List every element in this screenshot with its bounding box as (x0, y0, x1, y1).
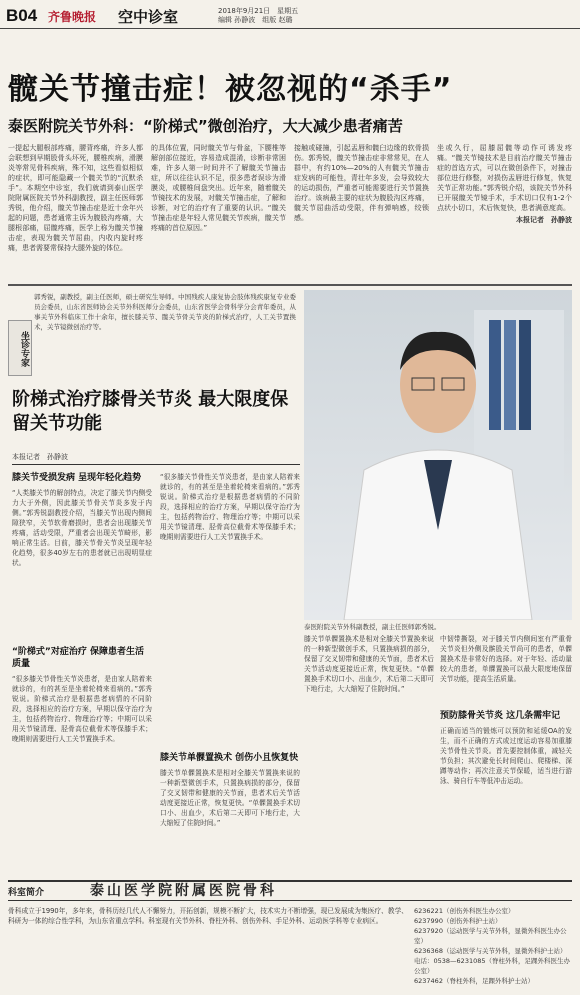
subtitle-1: 膝关节受损发病 呈现年轻化趋势 (12, 473, 142, 483)
article2-col-3 (304, 634, 434, 874)
doctor-photo (304, 290, 572, 620)
section-divider (8, 284, 572, 286)
article1-reporter: 本报记者 孙静波 (516, 216, 572, 224)
col5-text: 正确而适当的锻炼可以预防和延缓OA的发生，而不正确的方式或过度运动容易加重膝关节骨性关节炎。首先要控制体重，减轻关节负担；其次避免长时间爬山、爬楼梯、深蹲等动作；再次注意关节保暖，适当进行游泳、骑自行车等低冲击运动。 (440, 727, 572, 785)
article2-col-4 (440, 634, 572, 874)
article1-col-4 (437, 143, 572, 283)
subtitle-3: 膝关节单髁置换术 创伤小且恢复快 (160, 753, 299, 763)
article1-col-2: 的具体位置，同时髋关节与骨盆，下腰椎等解剖部位接近，容易造成混淆，诊断非常困难，许多人第一时间并不了解髋关节撞击症，所以往往认识不足，很多患者误诊为滑膜炎，或腰椎间盘突出。近年来，随着髋关节镜技术的发展，对髋关节撞击症，了解和诊断，对它的治疗有了重要的认识。“髋关节撞击症是年轻人常见髋关节疾病，髋关节疼痛的首位原因。” (151, 144, 286, 232)
editors-text: 编辑 孙静波 组版 赵璐 (218, 16, 293, 24)
phone-line: 6236221（创伤外科医生办公室） (414, 907, 515, 915)
dept-phones (414, 906, 572, 986)
section-title: 空中诊室 (118, 8, 179, 26)
expert-badge: 坐诊专家 (8, 320, 32, 376)
main-headline: 髋关节撞击症！被忽视的“杀手” (8, 72, 453, 107)
article2-reporter: 本报记者 孙静波 (12, 453, 68, 461)
article2-col-2 (160, 472, 300, 872)
article2-title: 阶梯式治疗膝骨关节炎 最大限度保留关节功能 (12, 389, 289, 434)
article2-col-1 (12, 472, 152, 872)
dept-rule (8, 900, 572, 901)
subtitle-4: 预防膝骨关节炎 这几条需牢记 (440, 711, 561, 721)
article1-body (8, 143, 572, 283)
col3b-text: 膝关节单髁置换术是相对全膝关节置换来说的一种新型微创手术，只置换病损的部分，保留了交叉韧带和健康的关节面，患者术后关节活动度更接近正常，恢复更快。“单髁置换手术切口小、出血少，术后第二天即可下地行走，大大缩短了住院时间。” (304, 635, 434, 693)
dept-intro: 骨科成立于1990年，多年来，骨科历经几代人不懈努力，开拓创新，规模不断扩大，技术实力不断增强，现已发展成为集医疗、教学、科研为一体的综合性学科，为山东省重点学科。科室现有关节外科、脊柱外科、创伤外科、手足外科、运动医学科等专业病区。 (8, 907, 408, 925)
hospital-name: 泰山医学院附属医院骨科 (90, 883, 277, 899)
col3-text: 膝关节单髁置换术是相对全膝关节置换来说的一种新型微创手术，只置换病损的部分，保留了交叉韧带和健康的关节面，患者术后关节活动度更接近正常，恢复更快。“单髁置换手术切口小、出血少，术后第二天即可下地行走，大大缩短了住院时间。” (160, 769, 300, 827)
col2-text: “很多膝关节骨性关节炎患者，是由家人陪着来就诊的，有的甚至是坐着轮椅来看病的。”郭秀锐说。阶梯式治疗是根据患者病情的不同阶段，选择相应的治疗方案，早期以保守治疗为主，包括药物治疗、物理治疗等；中期可以采用关节镜清理、胫骨高位截骨术等保膝手术；晚期则需要进行人工关节置换手术。 (12, 675, 152, 743)
phone-line: 6237920（运动医学与关节外科，显微外科医生办公室） (414, 927, 567, 945)
subtitle-2: “阶梯式”对症治疗 保障患者生活质量 (12, 647, 144, 669)
phone-line: 6236368（运动医学与关节外科，显微外科护士站） (414, 947, 567, 955)
phone-line: 6237990（创伤外科护士站） (414, 917, 502, 925)
expert-bio: 郭秀锐，副教授，副主任医师，硕士研究生导师。中国残疾人康复协会肢体残疾康复专业委员会委员，山东省医师协会关节外科医师分会委员，山东省医学会骨科学分会青年委员，从事关节外科临床工作十余年，擅长膝关节、髋关节骨关节炎的阶梯式治疗，人工关节置换术，关节镜微创治疗等。 (34, 293, 296, 331)
article1-col-4-text: 坐或久行，屈膝屈髋等动作可诱发疼痛。“髋关节镜技术是目前治疗髋关节撞击症的首选方式，可以在微创条件下，对撞击部位进行修整，对损伤盂唇进行修复，恢复关节正常功能。”郭秀锐介绍，该院关节外科已开展髋关节镜手术，手术切口仅有1-2个点状小切口，术后恢复快，患者满意度高。 (437, 144, 572, 212)
article1-col-3: 接触或碰撞，引起盂唇和髋臼边缘的软骨损伤。郭秀锐，髋关节撞击症非常常见，在人群中，有约10%—20%的人有髋关节撞击症发病的可能性，青壮年多发，会导致较大的运动损伤，严重者可能需要进行关节置换治疗。该病最主要的症状为腹股沟区疼痛，髋关节屈曲活动受限，伴有弹响感，绞锁感。 (294, 144, 429, 222)
article2-rule (12, 464, 300, 465)
col4-text: 中韧带撕裂，对于膝关节内侧间室有严重骨关节炎但外侧及髌股关节尚可的患者，单髁置换术是非常好的选择。对于年轻、活动量较大的患者，单髁置换可以最大限度地保留关节功能，提高生活质量。 (440, 635, 572, 683)
date-info (218, 7, 338, 25)
phone-line: 6237462（脊柱外科，足踝外科护士站） (414, 977, 534, 985)
article1-col-1: 一提起大腿根部疼痛，腰背疼痛，许多人都会联想到早期股骨头坏死，腰椎疾病，滑膜炎等常见骨科疾病，殊不知，这些看似相似的症状，即可能隐藏一个髋关节的“沉默杀手”。本期空中诊室，我们就请到泰山医学院附属医院关节外科副教授，副主任医师郭秀锐，他介绍，髋关节撞击症是近十余年兴起的问题，患者通常主诉为腹股沟疼痛，大腿根部痛，屈髋疼痛，医学上称为髋关节撞击症，表现为髋关节屈曲，内收内旋时疼痛，患者需要常保持大腿外旋的体位。 (8, 144, 143, 252)
photo-caption: 泰医附院关节外科副教授，副主任医师郭秀锐。 (304, 623, 441, 631)
phone-line: 电话：0538—6231085（脊柱外科，足踝外科医生办公室） (414, 957, 570, 975)
page-number: B04 (6, 6, 38, 25)
date-text: 2018年9月21日 星期五 (218, 7, 299, 15)
paper-logo: 齐鲁晚报 (48, 10, 97, 24)
main-subheadline: 泰医附院关节外科：“阶梯式”微创治疗，大大减少患者痛苦 (8, 117, 403, 135)
col2b-text: “很多膝关节骨性关节炎患者，是由家人陪着来就诊的，有的甚至是坐着轮椅来看病的。”郭秀锐说。阶梯式治疗是根据患者病情的不同阶段，选择相应的治疗方案，早期以保守治疗为主，包括药物治疗、物理治疗等；中期可以采用关节镜清理、胫骨高位截骨术等保膝手术；晚期则需要进行人工关节置换手术。 (160, 473, 300, 541)
col1-text: “人类膝关节的解剖特点，决定了膝关节内侧受力大于外侧，因此膝关节骨关节炎多发于内侧。”郭秀锐副教授介绍，当膝关节出现内侧间隙狭窄，关节软骨磨损时，患者会出现膝关节疼痛，活动受限，严重者会出现关节畸形，影响正常生活。目前，膝关节骨关节炎呈现年轻化趋势，很多40岁左右的患者就已出现明显症状。 (12, 489, 152, 567)
dept-label: 科室简介 (8, 888, 45, 898)
